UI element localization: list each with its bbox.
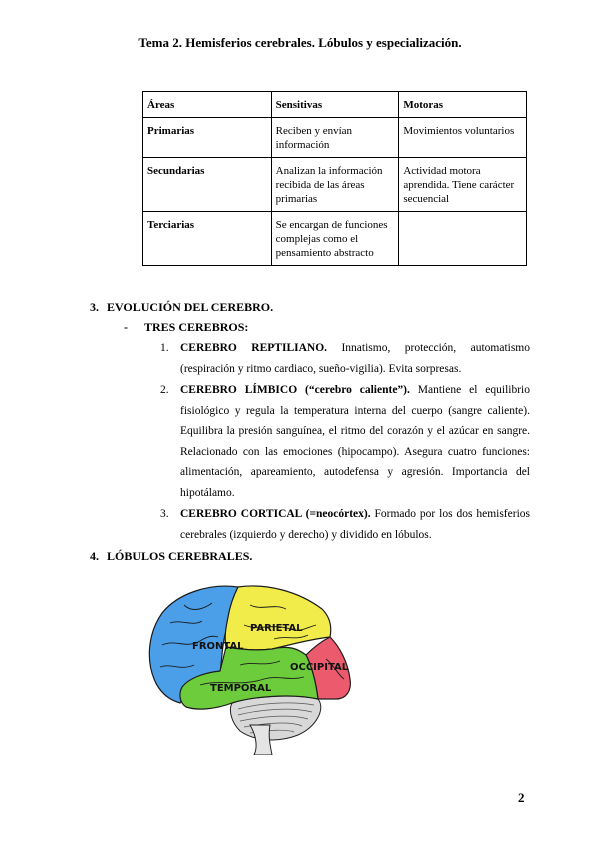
temporal-label: TEMPORAL (210, 683, 272, 694)
subsection-heading (124, 320, 248, 335)
row-area: Secundarias (143, 158, 272, 212)
row-sensitivas: Analizan la información recibida de las áreas primarias (271, 158, 399, 212)
item-text: Innatismo, protección, automatismo (respiración y ritmo cardiaco, sueño-vigilia). Evita sorpresas. (180, 342, 531, 375)
section-number: 4. (90, 549, 99, 563)
brain-lobes-diagram (140, 575, 360, 755)
brainstem-region (250, 725, 272, 755)
occipital-label: OCCIPITAL (290, 662, 349, 673)
section-number: 3. (90, 300, 99, 314)
row-sensitivas: Reciben y envían información (271, 118, 399, 158)
header-areas: Áreas (143, 92, 272, 118)
cerebellum-region (230, 696, 320, 740)
subsection-title: TRES CEREBROS: (144, 320, 249, 334)
item-text: Formado por los dos hemisferios cerebrales (izquierdo y derecho) y dividido en lóbulos. (180, 508, 530, 541)
parietal-label: PARIETAL (250, 623, 303, 634)
areas-table (142, 91, 527, 266)
section-title: LÓBULOS CEREBRALES. (107, 549, 253, 563)
row-sensitivas: Se encargan de funciones complejas como el pensamiento abstracto (271, 212, 399, 266)
section-3-heading (90, 300, 273, 315)
table-row (143, 118, 527, 158)
bullet-dash: - (124, 320, 128, 334)
list-item (160, 338, 531, 379)
item-text: Mantiene el equilibrio fisiológico y regula la temperatura interna del cuerpo (sangre caliente). Equilibra la presión sanguínea, el ritmo del corazón y el azúcar en sangre. Relacionado con las emociones (hipocampo). Asegura cuatro funciones: alimentación, apareamiento, autodefensa y agresión. Importancia del hipotálamo. (180, 384, 530, 499)
item-number: 2. (160, 384, 169, 396)
table-header-row (143, 92, 527, 118)
row-area: Primarias (143, 118, 272, 158)
row-area: Terciarias (143, 212, 272, 266)
row-motoras: Movimientos voluntarios (399, 118, 527, 158)
cerebros-list (160, 338, 531, 546)
list-item (160, 380, 530, 503)
row-motoras (399, 212, 527, 266)
table-row (143, 158, 527, 212)
list-item (160, 504, 530, 545)
item-number: 3. (160, 508, 169, 520)
frontal-label: FRONTAL (192, 641, 244, 652)
table-row (143, 212, 527, 266)
header-motoras: Motoras (399, 92, 527, 118)
section-title: EVOLUCIÓN DEL CEREBRO. (107, 300, 274, 314)
row-motoras: Actividad motora aprendida. Tiene carácter secuencial (399, 158, 527, 212)
page-number: 2 (518, 790, 525, 805)
item-lead: CEREBRO CORTICAL (=neocórtex). (180, 508, 371, 520)
section-4-heading (90, 549, 252, 564)
item-number: 1. (160, 342, 169, 354)
page-title: Tema 2. Hemisferios cerebrales. Lóbulos y especialización. (138, 35, 462, 50)
item-lead: CEREBRO REPTILIANO. (180, 342, 328, 354)
header-sensitivas: Sensitivas (271, 92, 399, 118)
item-lead: CEREBRO LÍMBICO (“cerebro caliente”). (180, 384, 410, 396)
